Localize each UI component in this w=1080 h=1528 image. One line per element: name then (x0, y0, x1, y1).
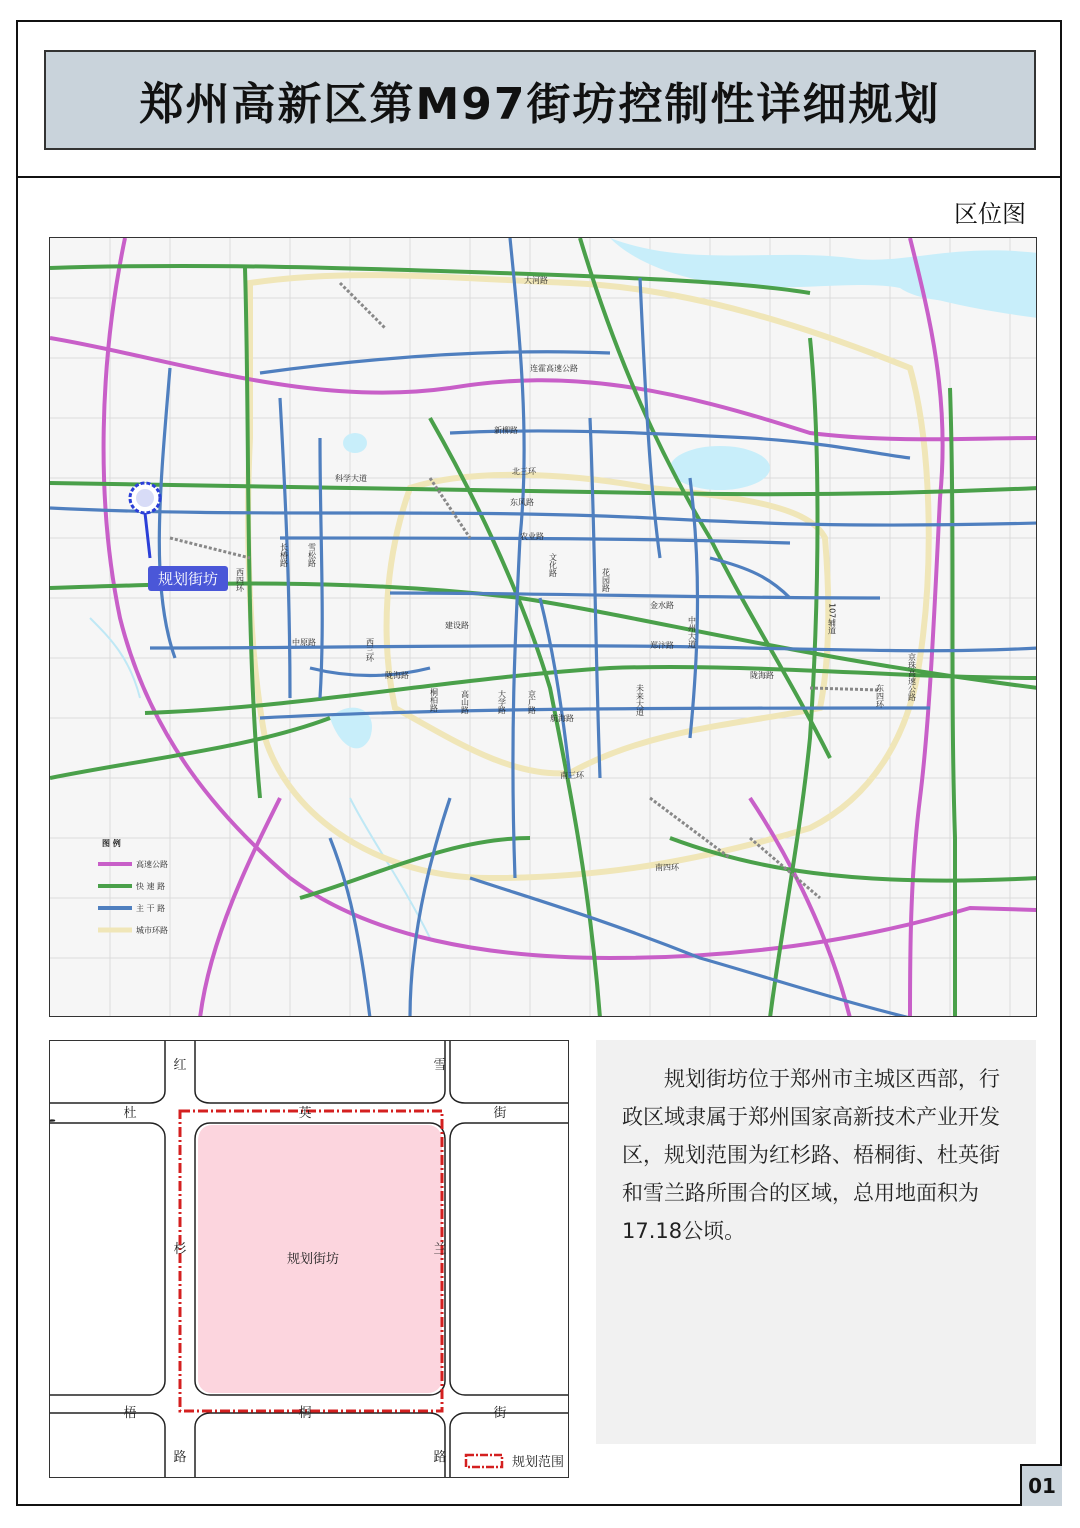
label-nongye: 农业路 (520, 532, 544, 541)
page-number: 01 (1020, 1464, 1062, 1506)
lake-north (343, 433, 367, 453)
street-char-tong: 桐 (298, 1406, 312, 1421)
label-lianhuo: 连霍高速公路 (530, 364, 578, 373)
label-changchun: 长椿路 (279, 543, 289, 567)
map-canvas (50, 238, 1037, 1017)
boundary-legend-label: 规划范围 (512, 1455, 565, 1470)
street-char-jie-top: 街 (493, 1106, 507, 1121)
section-label: 区位图 (954, 200, 1026, 228)
site-marker-core (136, 489, 154, 507)
label-jinshui: 金水路 (650, 601, 674, 610)
street-char-ying: 英 (298, 1106, 312, 1121)
street-char-xue: 雪 (433, 1058, 447, 1073)
legend-label-arterial: 主 干 路 (136, 904, 166, 913)
legend-label-expressway: 高速公路 (136, 860, 168, 869)
label-daxue: 大学路 (497, 690, 507, 714)
site-inset-map[interactable] (49, 1040, 569, 1478)
block-label: 规划街坊 (286, 1252, 340, 1267)
lake-longhu (670, 446, 770, 490)
label-wenhua: 文化路 (548, 553, 558, 577)
street-char-du: 杜 (123, 1106, 137, 1121)
label-longhai-west: 陇海路 (385, 671, 409, 680)
legend-label-ring-road: 城市环路 (136, 926, 168, 935)
label-jinggang: 京珠高速公路 (907, 653, 917, 701)
label-dongsihuan: 东四环 (875, 684, 885, 708)
label-dongfeng: 东风路 (510, 498, 534, 507)
label-tongbai: 桐柏路 (429, 688, 439, 712)
label-zhongzhou: 中州大道 (687, 616, 697, 648)
street-char-shan: 杉 (173, 1242, 187, 1257)
label-longhai-east: 陇海路 (750, 671, 774, 680)
label-zhengbian: 郑汴路 (650, 641, 674, 650)
callout-label: 规划街坊 (157, 570, 219, 588)
inset-canvas (50, 1041, 569, 1478)
legend-label-fast-road: 快 速 路 (136, 882, 166, 891)
label-dahe: 大河路 (524, 276, 548, 285)
label-huayuan: 花园路 (601, 568, 611, 592)
label-xuesong: 雪松路 (307, 543, 317, 567)
street-char-lu-left: 路 (173, 1450, 187, 1465)
label-xisanhuan: 西三环 (365, 638, 375, 662)
label-hanghai: 航海路 (550, 714, 574, 723)
label-beisanhuan: 北三环 (512, 467, 536, 476)
label-jianshe: 建设路 (445, 621, 469, 630)
label-jingguang: 京广路 (527, 690, 537, 714)
street-char-hong: 红 (173, 1058, 187, 1073)
label-nansanhuan: 南三环 (560, 771, 584, 780)
label-xinliu: 新柳路 (494, 426, 518, 435)
label-kexue: 科学大道 (335, 474, 367, 483)
label-107: 107辅道 (827, 603, 837, 635)
label-gaoshan: 高山路 (460, 690, 470, 714)
label-weilai: 未来大道 (635, 684, 645, 716)
street-char-lan: 兰 (433, 1242, 447, 1257)
description-panel (596, 1040, 1036, 1444)
page-title: 郑州高新区第M97街坊控制性详细规划 (139, 79, 941, 130)
description-text: 规划街坊位于郑州市主城区西部，行政区域隶属于郑州国家高新技术产业开发区，规划范围为红杉路、梧桐街、杜英街和雪兰路所围合的区域，总用地面积为17.18公顷。 (622, 1067, 1000, 1243)
street-char-wu: 梧 (123, 1406, 137, 1421)
header-separator (16, 176, 1062, 178)
label-nansihuan: 南四环 (655, 863, 679, 872)
street-char-lu-right: 路 (433, 1450, 447, 1465)
street-char-jie-bottom: 街 (493, 1406, 507, 1421)
label-xisihuan: 西四环 (235, 568, 245, 592)
boundary-legend-icon (466, 1455, 502, 1467)
label-zhongyuan: 中原路 (292, 638, 316, 647)
legend-title: 图 例 (102, 839, 121, 848)
title-banner (44, 50, 1036, 150)
location-map[interactable] (49, 237, 1037, 1017)
